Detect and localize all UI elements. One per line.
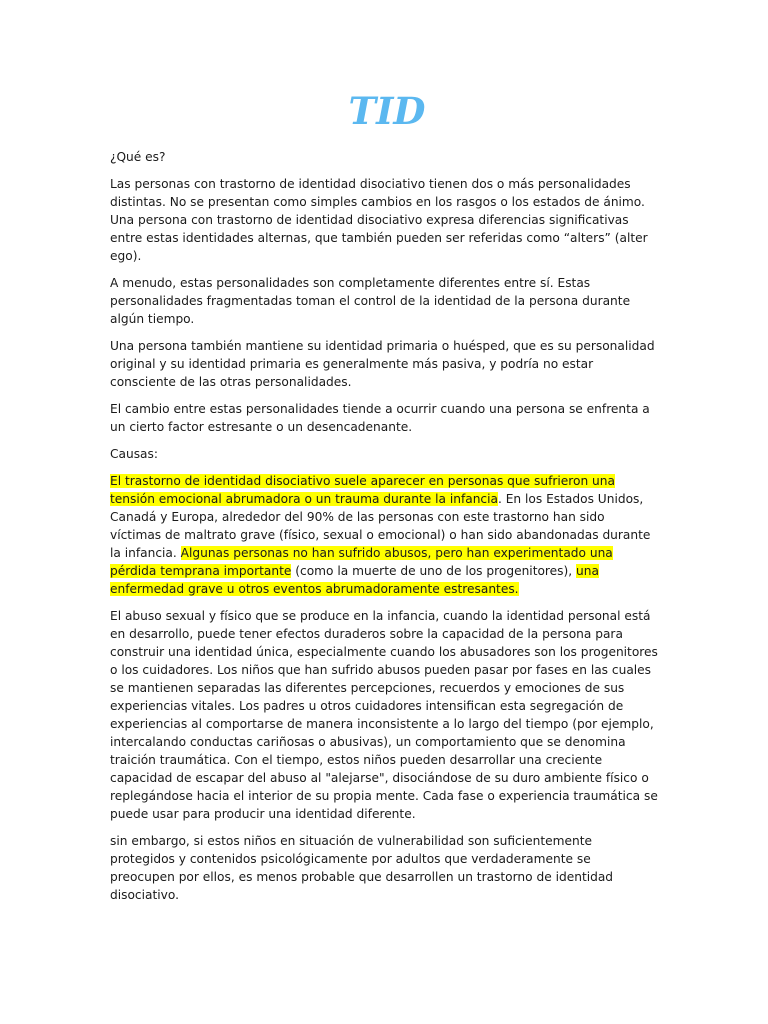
paragraph-switching: El cambio entre estas personalidades tiende a ocurrir cuando una persona se enfrenta a un cierto factor estresante o un desencadenante. <box>110 402 650 434</box>
question-heading: ¿Qué es? <box>110 150 166 164</box>
document-title: TID <box>348 89 426 133</box>
paragraph-personalities: A menudo, estas personalidades son completamente diferentes entre sí. Estas personalidades fragmentadas toman el control de la identidad de la persona durante algún tiempo. <box>110 276 631 326</box>
paragraph-definition: Las personas con trastorno de identidad disociativo tienen dos o más personalidades distintas. No se presentan como simples cambios en los rasgos o los estados de ánimo. Una persona con trastorno de identidad disociativo expresa diferencias significativas entre estas identidades alternas, que también pueden ser referidas como “alters” (alter ego). <box>110 177 648 263</box>
highlight-trauma: El trastorno de identidad disociativo suele aparecer en personas que sufrieron una tensión emocional abrumadora o un trauma durante la infancia <box>110 474 615 506</box>
highlight-early-loss: Algunas personas no han sufrido abusos, pero han experimentado una pérdida temprana importante <box>110 546 613 578</box>
paragraph-abuse: El abuso sexual y físico que se produce en la infancia, cuando la identidad personal está en desarrollo, puede tener efectos duraderos sobre la capacidad de la persona para construir una identidad única, especialmente cuando los abusadores son los progenitores o los cuidadores. Los niños que han sufrido abusos pueden pasar por fases en las cuales se mantienen separadas las diferentes percepciones, recuerdos y emociones de sus experiencias vitales. Los padres u otros cuidadores intensifican esta segregación de experiencias al comportarse de manera inconsistente a lo largo del tiempo (por ejemplo, intercalando conductas cariñosas o abusivas), un comportamiento que se denomina traición traumática. Con el tiempo, estos niños pueden desarrollar una creciente capacidad de escapar del abuso al "alejarse", disociándose de su duro ambiente físico o replegándose hacia el interior de su propia mente. Cada fase o experiencia traumática se puede usar para producir una identidad diferente. <box>110 609 658 821</box>
causes-text-stats: . En los Estados Unidos, Canadá y Europa, alrededor del 90% de las personas con este trastorno han sido víctimas de maltrato grave (físico, sexual o emocional) o han sido abandonadas durante la infancia. <box>110 492 651 560</box>
causes-text-example: (como la muerte de uno de los progenitores), <box>291 564 577 578</box>
paragraph-protection: sin embargo, si estos niños en situación de vulnerabilidad son suficientemente protegidos y contenidos psicológicamente por adultos que verdaderamente se preocupen por ellos, es menos probable que desarrollen un trastorno de identidad disociativo. <box>110 834 614 902</box>
causes-heading: Causas: <box>110 447 158 461</box>
paragraph-primary-identity: Una persona también mantiene su identidad primaria o huésped, que es su personalidad original y su identidad primaria es generalmente más pasiva, y podría no estar consciente de las otras personalidades. <box>110 339 655 389</box>
document-page <box>110 88 658 913</box>
highlight-illness: una enfermedad grave u otros eventos abrumadoramente estresantes. <box>110 564 599 596</box>
paragraph-causes <box>110 472 658 598</box>
